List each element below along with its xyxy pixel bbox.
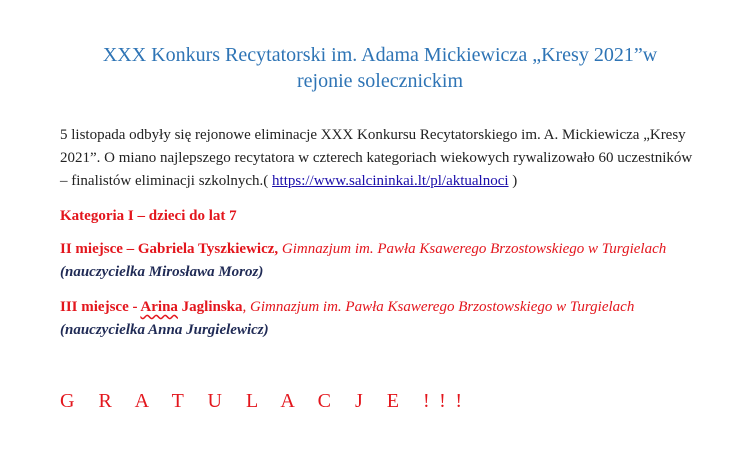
- second-place-school: Gimnazjum im. Pawła Ksawerego Brzostowskiego w Turgielach: [278, 241, 667, 257]
- category-heading: Kategoria I – dzieci do lat 7: [60, 208, 237, 224]
- third-place-first-name: Arina: [140, 299, 178, 315]
- third-place-last-name: Jaglinska: [177, 299, 243, 315]
- third-place-teacher: (nauczycielka Anna Jurgielewicz): [60, 322, 269, 338]
- intro-paragraph: [60, 124, 700, 193]
- congratulations-text: G R A T U L A C J E !!!: [60, 390, 472, 412]
- source-link[interactable]: https://www.salcininkai.lt/pl/aktualnoci: [272, 173, 509, 189]
- second-place-entry: [60, 238, 700, 284]
- third-place-entry: [60, 296, 700, 342]
- second-place-label: II miejsce – Gabriela Tyszkiewicz,: [60, 241, 279, 257]
- article-title-line-1: XXX Konkurs Recytatorski im. Adama Mickiewicza „Kresy 2021”w: [102, 44, 658, 66]
- intro-text: 5 listopada odbyły się rejonowe eliminacje XXX Konkursu Recytatorskiego im. A. Mickiewicza „Kresy 2021”. O miano najlepszego recytatora w czterech kategoriach wiekowych rywalizowało 60 uczestników – finalistów eliminacji szkolnych.(: [60, 127, 693, 189]
- third-place-school: , Gimnazjum im. Pawła Ksawerego Brzostowskiego w Turgielach: [242, 299, 635, 315]
- intro-suffix: ): [508, 173, 518, 189]
- second-place-teacher: (nauczycielka Mirosława Moroz): [60, 264, 264, 280]
- third-place-label: III miejsce -: [60, 299, 141, 315]
- article-title-line-2: rejonie solecznickim: [296, 70, 464, 92]
- article-title: [60, 42, 700, 94]
